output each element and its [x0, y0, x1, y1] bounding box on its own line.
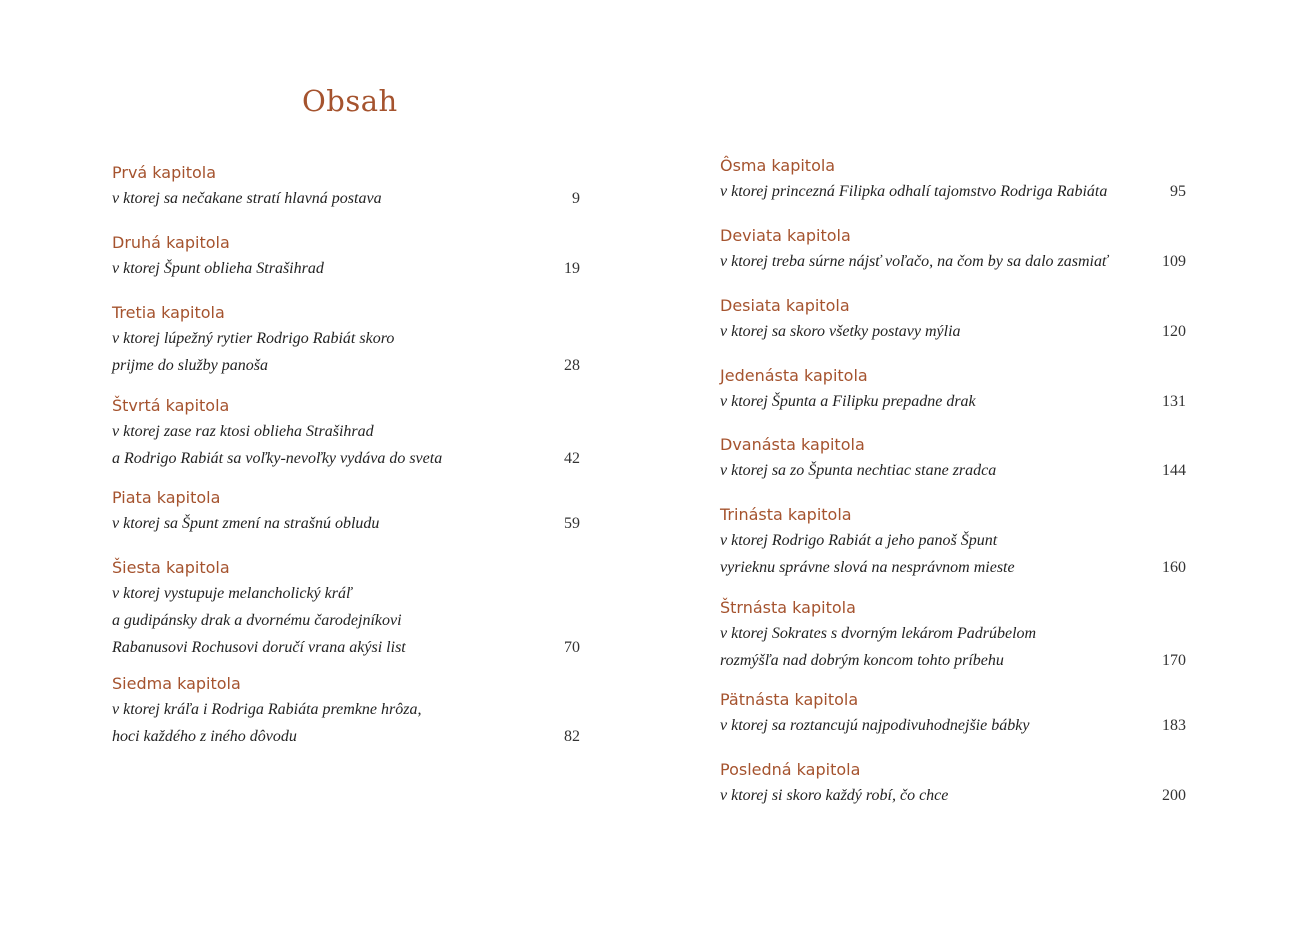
chapter-description: v ktorej vystupuje melancholický kráľ: [112, 585, 352, 602]
chapter-description: v ktorej si skoro každý robí, čo chce: [720, 787, 949, 804]
page-number: 200: [1162, 787, 1186, 804]
page-number: 42: [564, 450, 580, 467]
page-number: 160: [1162, 559, 1186, 576]
chapter-description: v ktorej sa skoro všetky postavy mýlia: [720, 323, 961, 340]
chapter-title: Posledná kapitola: [720, 760, 861, 779]
chapter-description: v ktorej treba súrne nájsť voľačo, na čom by sa dalo zasmiať: [720, 253, 1108, 270]
chapter-description: a Rodrigo Rabiát sa voľky-nevoľky vydáva do sveta: [112, 450, 443, 467]
chapter-description: v ktorej Sokrates s dvorným lekárom Padrúbelom: [720, 625, 1037, 642]
chapter-description: rozmýšľa nad dobrým koncom tohto príbehu: [720, 652, 1004, 669]
page-number: 59: [564, 515, 580, 532]
page-number: 170: [1162, 652, 1186, 669]
chapter-description: v ktorej kráľa i Rodriga Rabiáta premkne hrôza,: [112, 701, 422, 718]
page-number: 82: [564, 728, 580, 745]
chapter-title: Štvrtá kapitola: [112, 396, 230, 415]
chapter-description: v ktorej zase raz ktosi oblieha Strašihrad: [112, 423, 374, 440]
page-number: 183: [1162, 717, 1186, 734]
page-number: 144: [1162, 462, 1186, 479]
page-title: Obsah: [302, 84, 398, 118]
page-number: 28: [564, 357, 580, 374]
chapter-description: v ktorej sa roztancujú najpodivuhodnejšie bábky: [720, 717, 1030, 734]
chapter-description: v ktorej princezná Filipka odhalí tajomstvo Rodriga Rabiáta: [720, 183, 1108, 200]
chapter-description: a gudipánsky drak a dvornému čarodejníkovi: [112, 612, 402, 629]
page-number: 9: [572, 190, 580, 207]
chapter-title: Prvá kapitola: [112, 163, 217, 182]
chapter-description: v ktorej sa nečakane stratí hlavná postava: [112, 190, 382, 207]
chapter-title: Šiesta kapitola: [112, 558, 230, 577]
chapter-title: Trinásta kapitola: [720, 505, 852, 524]
chapter-title: Dvanásta kapitola: [720, 435, 865, 454]
chapter-title: Siedma kapitola: [112, 674, 241, 693]
chapter-description: v ktorej Špunt oblieha Strašihrad: [112, 260, 324, 277]
chapter-description: v ktorej Rodrigo Rabiát a jeho panoš Špunt: [720, 532, 998, 549]
chapter-title: Deviata kapitola: [720, 226, 851, 245]
chapter-description: v ktorej Špunta a Filipku prepadne drak: [720, 393, 976, 410]
chapter-description: Rabanusovi Rochusovi doručí vrana akýsi list: [112, 639, 406, 656]
page-number: 95: [1170, 183, 1186, 200]
chapter-title: Jedenásta kapitola: [720, 366, 868, 385]
page-number: 120: [1162, 323, 1186, 340]
chapter-title: Piata kapitola: [112, 488, 221, 507]
chapter-title: Desiata kapitola: [720, 296, 850, 315]
chapter-description: v ktorej sa zo Špunta nechtiac stane zradca: [720, 462, 997, 479]
chapter-title: Tretia kapitola: [112, 303, 225, 322]
page-number: 109: [1162, 253, 1186, 270]
page-number: 131: [1162, 393, 1186, 410]
chapter-title: Pätnásta kapitola: [720, 690, 859, 709]
chapter-title: Druhá kapitola: [112, 233, 230, 252]
chapter-description: hoci každého z iného dôvodu: [112, 728, 297, 745]
chapter-description: v ktorej lúpežný rytier Rodrigo Rabiát skoro: [112, 330, 395, 347]
page-number: 19: [564, 260, 580, 277]
chapter-description: v ktorej sa Špunt zmení na strašnú obludu: [112, 515, 380, 532]
chapter-description: vyrieknu správne slová na nesprávnom mieste: [720, 559, 1015, 576]
chapter-title: Štrnásta kapitola: [720, 598, 856, 617]
chapter-title: Ôsma kapitola: [720, 156, 836, 175]
page-number: 70: [564, 639, 580, 656]
chapter-description: prijme do služby panoša: [112, 357, 268, 374]
